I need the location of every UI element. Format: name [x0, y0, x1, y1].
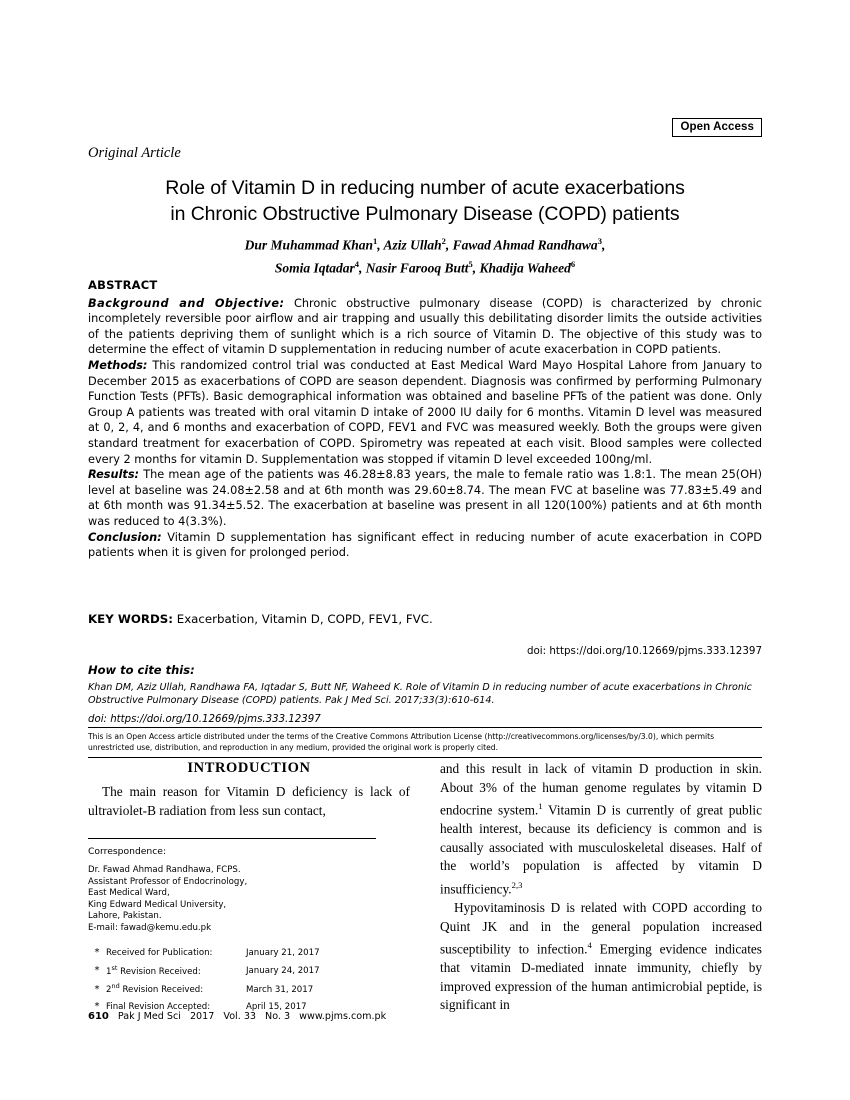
- open-access-badge: Open Access: [672, 118, 762, 137]
- footer-volume: Vol. 33: [223, 1011, 257, 1022]
- correspondence-block: [88, 838, 376, 1018]
- right-paragraph-1-part-a: and this result in lack of vitamin D production in skin. About 3% of the human genome regulates by vitamin D endocrine system.: [440, 761, 762, 818]
- right-paragraph-1-part-b: Vitamin D is currently of great public health interest, because its deficiency is common and is causally associated with musculoskeletal diseases. Half of the world’s population is affected by vitamin D insufficiency.: [440, 802, 762, 897]
- correspondence-line: Dr. Fawad Ahmad Randhawa, FCPS.: [88, 865, 241, 875]
- revision-history: [88, 947, 376, 1013]
- author-list: [88, 232, 762, 277]
- how-to-cite-title: How to cite this:: [88, 663, 195, 677]
- revision-date: March 31, 2017: [246, 985, 314, 996]
- bullet-star-icon: *: [94, 984, 100, 996]
- body-columns: [88, 760, 762, 1013]
- correspondence-title: Correspondence:: [88, 846, 167, 857]
- page-title: [88, 175, 762, 227]
- abstract-methods-text: This randomized control trial was conducted at East Medical Ward Mayo Hospital Lahore from January to December 2015 as exacerbations of COPD are season dependent. Diagnosis was confirmed by performing Pulmonary Function Tests (PFTs). Basic demographical information was obtained and baseline PFTs of the patient was done. Only Group A patients was treated with oral vitamin D intake of 2000 IU daily for 6 months. Vitamin D level was measured at 0, 2, 4, and 6 months and exacerbation of COPD, FEV1 and FVC was measured weekly. Both the groups were given standard treatment for exacerbation of COPD. Spirometry was repeated at each visit. Blood samples were collected every 2 months for vitamin D. Supplementation was stopped if vitamin D level exceeded 100ng/ml.: [88, 358, 762, 466]
- abstract-section: [88, 278, 762, 561]
- correspondence-email[interactable]: E-mail: fawad@kemu.edu.pk: [88, 922, 212, 933]
- revision-label-number: 2: [106, 985, 112, 996]
- revision-label-rest: Revision Received:: [117, 966, 201, 977]
- author-name: , Nasir Farooq Butt: [358, 260, 469, 275]
- correspondence-line: King Edward Medical University,: [88, 899, 227, 910]
- bullet-star-icon: *: [94, 1001, 100, 1013]
- right-paragraph-2-part-a: Hypovitaminosis D is related with COPD according to Quint JK and in the general population increased susceptibility to infection.: [440, 900, 762, 957]
- how-to-cite-block: [88, 663, 762, 725]
- revision-date: January 24, 2017: [246, 966, 320, 977]
- revision-row: [88, 982, 376, 995]
- how-to-cite-doi[interactable]: doi: https://doi.org/10.12669/pjms.333.12397: [88, 714, 321, 725]
- abstract-background-label: Background and Objective:: [88, 296, 285, 310]
- citation-ref: 2,3: [511, 879, 523, 890]
- bullet-star-icon: *: [94, 946, 100, 958]
- revision-row: [88, 947, 376, 958]
- author-name: , Fawad Ahmad Randhawa: [445, 237, 598, 253]
- abstract-conclusion: [88, 530, 762, 561]
- abstract-heading: ABSTRACT: [88, 278, 158, 292]
- author-line-1: [88, 232, 762, 255]
- keywords-section: [88, 612, 762, 626]
- keywords-text: Exacerbation, Vitamin D, COPD, FEV1, FVC.: [172, 612, 433, 626]
- revision-label-number: 1: [106, 966, 112, 977]
- author-affiliation-marker: 1: [372, 236, 378, 246]
- footer-year: 2017: [189, 1011, 215, 1022]
- revision-label-suffix: nd: [111, 982, 120, 991]
- title-line-2: in Chronic Obstructive Pulmonary Disease (COPD) patients: [170, 203, 680, 225]
- revision-label-rest: Revision Received:: [119, 985, 204, 996]
- citation-ref: 4: [587, 940, 592, 951]
- abstract-results: [88, 467, 762, 529]
- abstract-conclusion-label: Conclusion:: [88, 530, 162, 544]
- abstract-results-text: The mean age of the patients was 46.28±8.83 years, the male to female ratio was 1.8:1. The mean 25(OH) level at baseline was 24.08±2.58 and at 6th month was 29.60±8.74. The mean FVC at baseline was 77.83±5.49 and at 6th month was 91.34±5.52. The exacerbation at baseline was present in all 120(100%) patients and at 6th month was reduced to 4(3.3%).: [88, 468, 762, 528]
- correspondence-line: Assistant Professor of Endocrinology,: [88, 876, 248, 887]
- citation-ref: 1: [538, 801, 543, 812]
- title-line-1: Role of Vitamin D in reducing number of acute exacerbations: [165, 177, 685, 199]
- introduction-heading: INTRODUCTION: [187, 760, 311, 776]
- page-number: 610: [88, 1011, 109, 1022]
- author-name: Dur Muhammad Khan: [244, 237, 373, 253]
- abstract-results-label: Results:: [88, 468, 140, 482]
- right-column: [440, 760, 762, 1015]
- right-paragraph-1: [440, 760, 762, 899]
- author-affiliation-marker: 2: [441, 236, 446, 246]
- right-paragraph-2-part-b: Emerging evidence indicates that vitamin D-mediated innate immunity, chiefly by improved expression of the human antimicrobial peptide, is significant in: [440, 941, 762, 1013]
- how-to-cite-citation: Khan DM, Aziz Ullah, Randhawa FA, Iqtadar S, Butt NF, Waheed K. Role of Vitamin D in reducing number of acute exacerbations in Chronic Obstructive Pulmonary Disease (COPD) patients. Pak J Med Sci. 2017;33(3):610-614.: [88, 682, 752, 706]
- right-paragraph-2: [440, 899, 762, 1015]
- author-affiliation-marker: 5: [468, 258, 473, 269]
- abstract-background-text: Chronic obstructive pulmonary disease (COPD) is characterized by chronic incompletely reversible poor airflow and air trapping and usually this debilitating disorder limits the outside activities of the patients depriving them of sunlight which is a rich source of Vitamin D. The objective of this study was to determine the effect of vitamin D supplementation in reducing number of acute exacerbation in COPD patients.: [88, 296, 763, 357]
- keywords-label: KEY WORDS:: [88, 612, 173, 626]
- abstract-conclusion-text: Vitamin D supplementation has significant effect in reducing number of acute exacerbation in COPD patients when it is given for prolonged period.: [88, 530, 762, 560]
- bullet-star-icon: *: [94, 965, 100, 977]
- correspondence-line: East Medical Ward,: [88, 888, 170, 899]
- correspondence-line: Lahore, Pakistan.: [88, 911, 162, 922]
- author-affiliation-marker: 4: [354, 258, 359, 269]
- revision-label: Final Revision Accepted:: [106, 1002, 211, 1013]
- footer-journal: Pak J Med Sci: [117, 1011, 181, 1022]
- author-affiliation-marker: 3: [597, 236, 602, 246]
- revision-label: Received for Publication:: [106, 947, 213, 958]
- revision-label: [106, 964, 246, 977]
- revision-date: January 21, 2017: [246, 947, 320, 958]
- author-line-2: [88, 255, 762, 278]
- introduction-paragraph-1: The main reason for Vitamin D deficiency is lack of ultraviolet-B radiation from less sun contact,: [88, 784, 410, 818]
- article-type-label: Original Article: [88, 145, 181, 161]
- revision-row: [88, 964, 376, 977]
- footer-issue: No. 3: [265, 1011, 291, 1022]
- correspondence-lines: [88, 865, 376, 935]
- footer-website[interactable]: www.pjms.com.pk: [299, 1011, 387, 1022]
- author-affiliation-marker: 6: [570, 258, 576, 269]
- author-separator: ,: [601, 237, 606, 253]
- abstract-methods: [88, 358, 762, 467]
- revision-date: April 15, 2017: [246, 1002, 307, 1013]
- abstract-background: [88, 296, 762, 358]
- revision-label: [106, 982, 246, 995]
- left-column: [88, 760, 410, 1013]
- abstract-methods-label: Methods:: [88, 358, 148, 372]
- license-notice: This is an Open Access article distributed under the terms of the Creative Commons Attribution License (http://creativecommons.org/licenses/by/3.0), which permits unrestricted use, distribution, and reproduction in any medium, provided the original work is properly cited.: [88, 727, 762, 758]
- author-name: Somia Iqtadar: [274, 260, 355, 275]
- author-name: , Aziz Ullah: [377, 237, 442, 253]
- doi-link[interactable]: doi: https://doi.org/10.12669/pjms.333.12397: [526, 645, 762, 657]
- page-footer: [88, 1011, 762, 1022]
- revision-label-suffix: st: [111, 963, 118, 972]
- author-name: , Khadija Waheed: [472, 260, 571, 275]
